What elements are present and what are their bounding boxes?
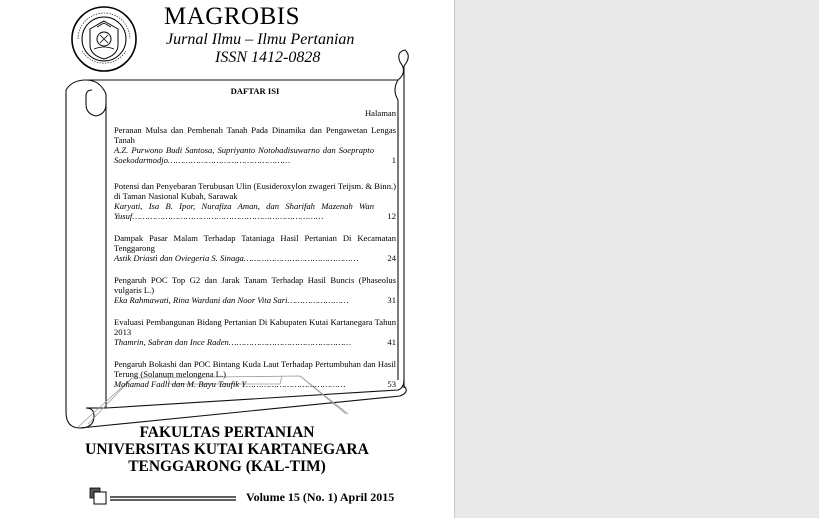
toc-entry [114,317,396,347]
article-title: Potensi dan Penyebaran Terubusan Ulin (Eusideroxylon zwageri Teijsm. & Binn.) di Taman Nasional Kubah, Sarawak [114,181,396,201]
article-page-number: 41 [387,337,396,347]
article-page-number: 12 [387,211,396,221]
article-authors: Thamrin, Sabran dan Ince Raden………………………………………… [114,337,352,347]
article-title: Peranan Mulsa dan Pembenah Tanah Pada Dinamika dan Pengawetan Lengas Tanah [114,125,396,145]
article-title: Dampak Pasar Malam Terhadap Tataniaga Hasil Pertanian Di Kecamatan Tenggarong [114,233,396,253]
article-page-number: 1 [391,155,396,165]
toc-entry [114,181,396,221]
journal-subtitle: Jurnal Ilmu – Ilmu Pertanian [166,31,355,48]
article-title: Evaluasi Pembangunan Bidang Pertanian Di Kabupaten Kutai Kartanegara Tahun 2013 [114,317,396,337]
article-title: Pengaruh Bokashi dan POC Bintang Kuda Laut Terhadap Pertumbuhan dan Hasil Terung (Solanum melongena L.) [114,359,396,379]
article-title: Pengaruh POC Top G2 dan Jarak Tanam Terhadap Hasil Buncis (Phaseolus vulgaris L.) [114,275,396,295]
article-authors: Karyati, Isa B. Ipor, Nurafiza Aman, dan Sharifah Mazenah Wan Yusuf………………………………………………………………… [114,201,374,221]
table-of-contents [114,86,396,400]
journal-title: MAGROBIS [164,3,300,30]
article-authors: Mohamad Fadli dan M. Bayu Taufik Y………………………………… [114,379,346,389]
article-authors: Eka Rahmawati, Rina Wardani dan Noor Vita Sari…………………… [114,295,349,305]
university-location: TENGGARONG (KAL-TIM) [128,458,326,475]
toc-page-label: Halaman [364,108,396,118]
toc-heading: DAFTAR ISI [230,86,280,96]
toc-entry [114,125,396,165]
journal-issn: ISSN 1412-0828 [215,49,321,66]
volume-info: Volume 15 (No. 1) April 2015 [246,490,395,504]
square-bullet-ornament [88,487,238,507]
faculty-name: FAKULTAS PERTANIAN [139,424,315,441]
article-page-number: 24 [387,253,396,263]
article-authors: Astik Driastì dan Oviegeria S. Sinaga……………………………………… [114,253,359,263]
toc-entry [114,233,396,263]
toc-entry [114,359,396,389]
toc-entry [114,275,396,305]
article-page-number: 31 [387,295,396,305]
university-name: UNIVERSITAS KUTAI KARTANEGARA [85,441,369,458]
article-authors: A.Z. Purwono Budi Santosa, Supriyanto Notohadisuwarno dan Soeprapto Soekodarmodjo………………………………………… [114,145,374,165]
article-page-number: 53 [387,379,396,389]
